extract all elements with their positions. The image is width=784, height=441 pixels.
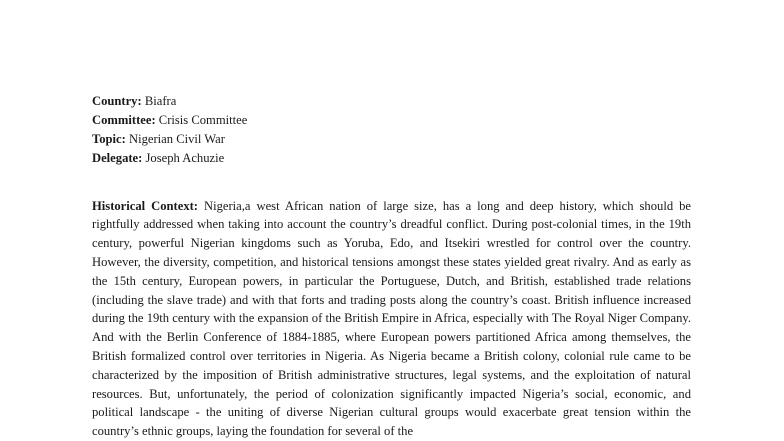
historical-context-label: Historical Context: (92, 198, 199, 213)
delegate-value: Joseph Achuzie (145, 151, 225, 165)
historical-context-text: Nigeria,a west African nation of large size, has a long and deep history, which should be rightfully addressed when taking into account the country’s dreadful conflict. During post-colonial times, in the 19th century, powerful Nigerian kingdoms such as Yoruba, Edo, and Itsekiri wrestled for control over the country. However, the diversity, competition, and historical tensions amongst these states yielded great rivalry. And as early as the 15th century, European powers, in particular the Portuguese, Dutch, and British, established trade relations (including the slave trade) and with that forts and trading posts along the country’s coast. British influence increased during the 19th century with the expansion of the British Empire in Africa, especially with The Royal Niger Company. And with the Berlin Conference of 1884-1885, where European powers partitioned Africa among themselves, the British formalized control over territories in Nigeria. As Nigeria became a British colony, colonial rule came to be characterized by the imposition of British administrative structures, legal systems, and the exploitation of natural resources. But, unfortunately, the period of colonization significantly impacted Nigeria’s social, economic, and political landscape - the uniting of diverse Nigerian cultural groups would exacerbate great tension within the country’s ethnic groups, laying the foundation for several of the (92, 198, 691, 439)
document-header (92, 92, 247, 168)
topic-line (92, 130, 247, 149)
topic-label: Topic: (92, 132, 126, 146)
topic-value: Nigerian Civil War (128, 132, 225, 146)
committee-line (92, 111, 247, 130)
delegate-label: Delegate: (92, 151, 143, 165)
country-value: Biafra (144, 94, 177, 108)
historical-context-paragraph (92, 197, 691, 441)
committee-value: Crisis Committee (158, 113, 248, 127)
country-line (92, 92, 247, 111)
committee-label: Committee: (92, 113, 156, 127)
delegate-line (92, 149, 247, 168)
country-label: Country: (92, 94, 142, 108)
